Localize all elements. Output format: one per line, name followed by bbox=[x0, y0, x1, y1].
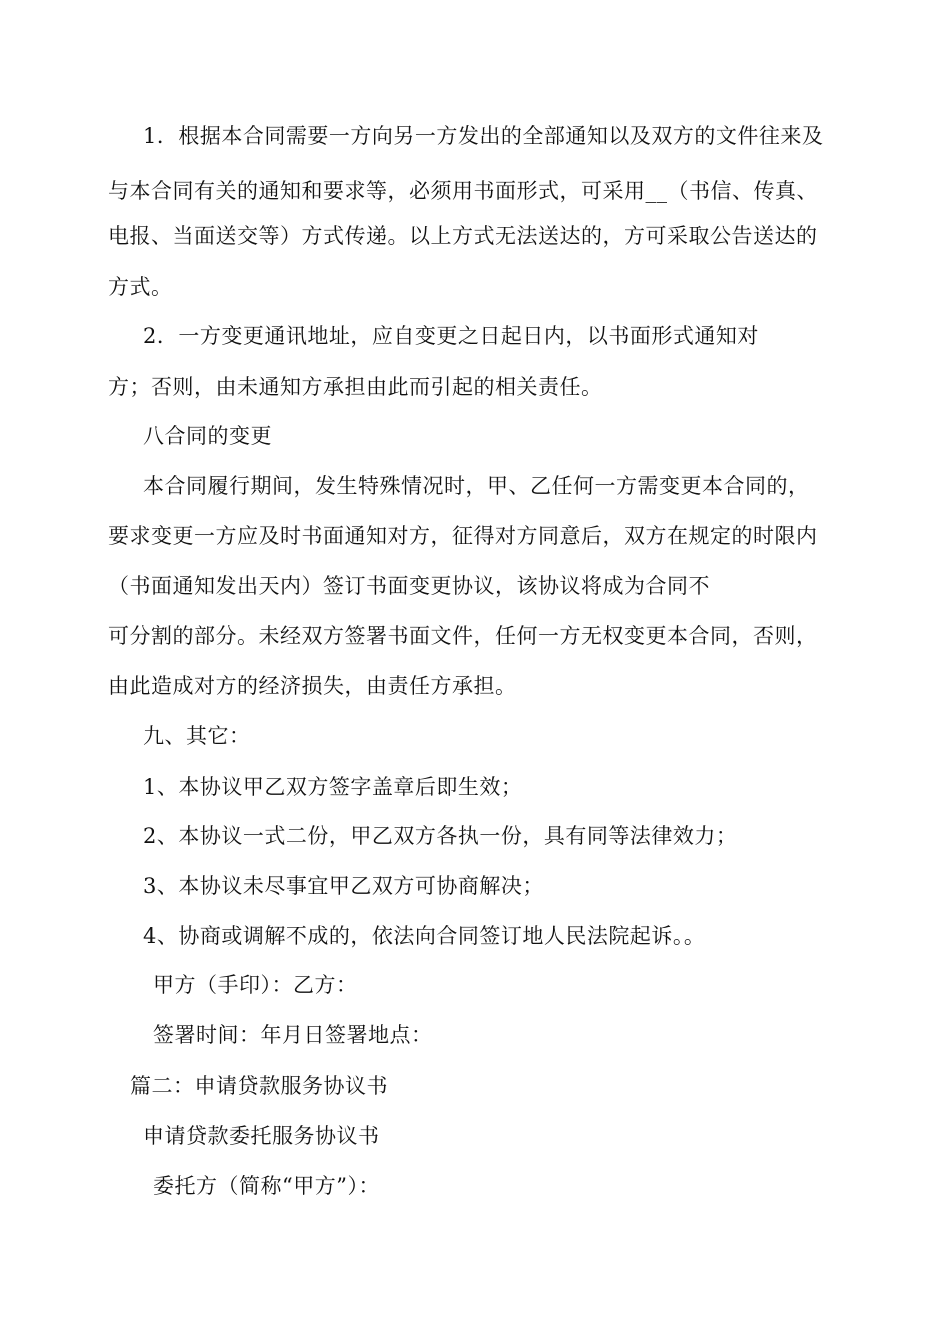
text-line: （书面通知发出天内）签订书面变更协议，该协议将成为合同不 bbox=[108, 574, 710, 598]
text-line: 方；否则，由未通知方承担由此而引起的相关责任。 bbox=[108, 375, 603, 399]
text-line: 由此造成对方的经济损失，由责任方承担。 bbox=[108, 674, 517, 698]
text-line: 电报、当面送交等）方式传递。以上方式无法送达的，方可采取公告送达的 bbox=[108, 224, 818, 248]
list-item: 3、本协议未尽事宜甲乙双方可协商解决； bbox=[143, 874, 544, 898]
text-line: 2．一方变更通讯地址，应自变更之日起日内，以书面形式通知对 bbox=[143, 324, 759, 348]
section-heading: 八合同的变更 bbox=[143, 424, 272, 448]
text-line: 可分割的部分。未经双方签署书面文件，任何一方无权变更本合同，否则， bbox=[108, 624, 818, 648]
text-line: 与本合同有关的通知和要求等，必须用书面形式，可采用__（书信、传真、 bbox=[108, 179, 818, 203]
text-line: 委托方（简称“甲方”）： bbox=[153, 1174, 380, 1198]
list-item: 2、本协议一式二份，甲乙双方各执一份，具有同等法律效力； bbox=[143, 824, 738, 848]
signature-line: 甲方（手印）：乙方： bbox=[153, 973, 358, 997]
text-line: 1．根据本合同需要一方向另一方发出的全部通知以及双方的文件往来及 bbox=[143, 124, 824, 148]
list-item: 4、协商或调解不成的，依法向合同签订地人民法院起诉。。 bbox=[143, 924, 706, 948]
list-item: 1、本协议甲乙双方签字盖章后即生效； bbox=[143, 775, 523, 799]
text-line: 要求变更一方应及时书面通知对方，征得对方同意后，双方在规定的时限内 bbox=[108, 524, 818, 548]
text-line: 方式。 bbox=[108, 275, 173, 299]
document-title: 申请贷款委托服务协议书 bbox=[143, 1124, 380, 1148]
chapter-heading: 篇二：申请贷款服务协议书 bbox=[130, 1074, 388, 1098]
text-line: 本合同履行期间，发生特殊情况时，甲、乙任何一方需变更本合同的， bbox=[143, 474, 810, 498]
section-heading: 九、其它： bbox=[143, 724, 251, 748]
signature-line: 签署时间：年月日签署地点： bbox=[153, 1023, 433, 1047]
